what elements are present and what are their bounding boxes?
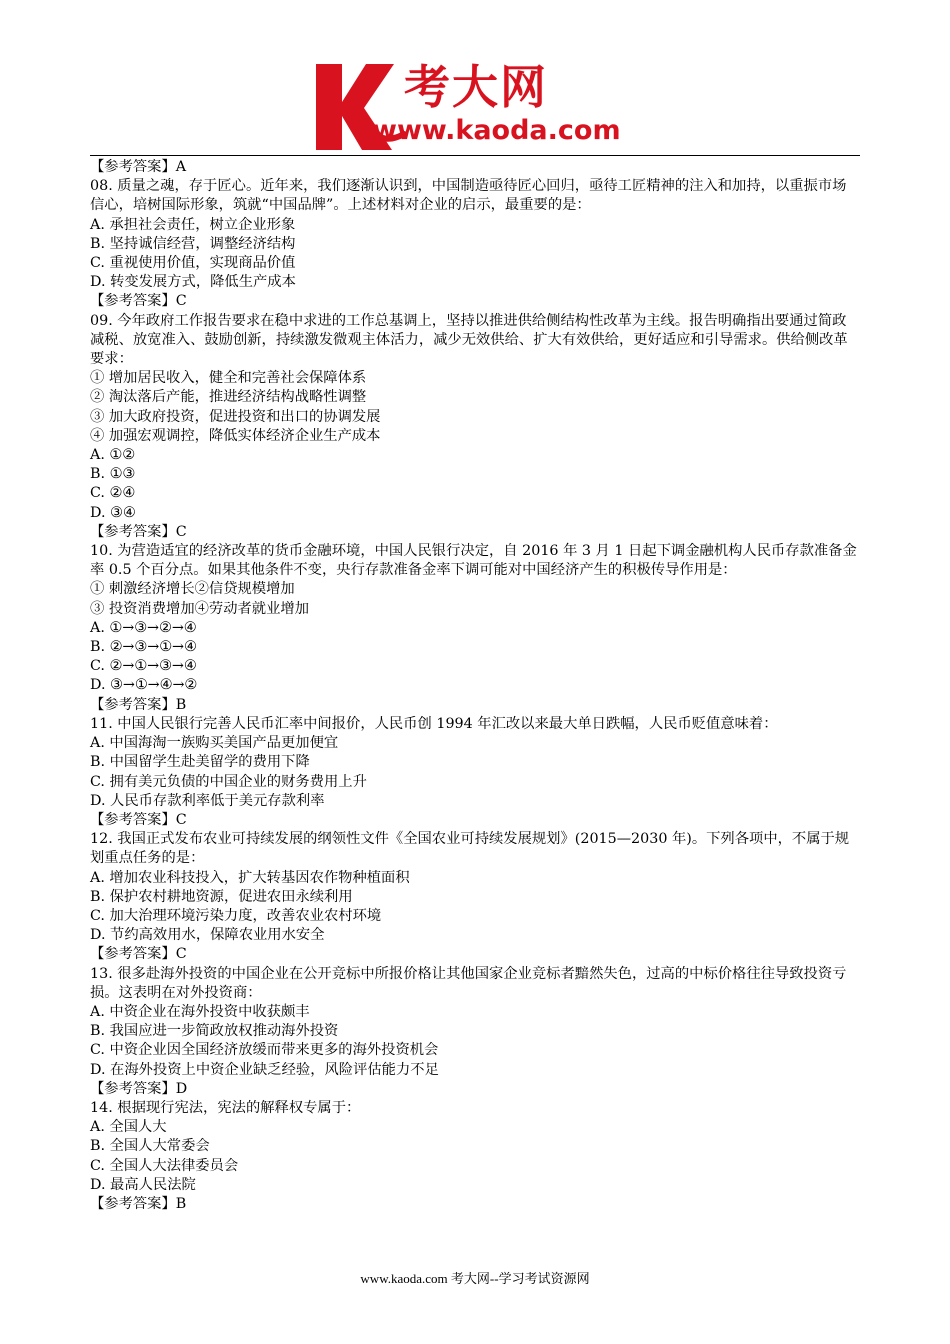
answer-line: 【参考答案】C bbox=[90, 946, 187, 963]
text-line: D. 在海外投资上中资企业缺乏经验，风险评估能力不足 bbox=[90, 1061, 439, 1078]
text-line: ① 刺激经济增长②信贷规模增加 bbox=[90, 581, 295, 598]
logo-url: www.kaoda.com bbox=[372, 115, 621, 146]
text-line: C. ②④ bbox=[90, 485, 136, 502]
text-line: ② 淘汰落后产能，推进经济结构战略性调整 bbox=[90, 389, 367, 406]
text-line: D. ③→①→④→② bbox=[90, 677, 198, 694]
text-line: D. 最高人民法院 bbox=[90, 1176, 196, 1193]
text-line: B. 全国人大常委会 bbox=[90, 1138, 210, 1155]
answer-line: 【参考答案】C bbox=[90, 293, 187, 310]
text-line: D. 人民币存款利率低于美元存款利率 bbox=[90, 792, 325, 809]
text-line: 09. 今年政府工作报告要求在稳中求进的工作总基调上，坚持以推进供给侧结构性改革为主线。报告明确指出要通过简政减税、放宽准入、鼓励创新，持续激发微观主体活力，减少无效供给、扩大有效供给，更好适应和引导需求。供给侧改革要求： bbox=[90, 312, 848, 368]
text-line: A. ①② bbox=[90, 447, 136, 464]
answer-line: 【参考答案】C bbox=[90, 523, 187, 540]
text-line: C. 加大治理环境污染力度，改善农业农村环境 bbox=[90, 907, 382, 924]
text-line: B. 我国应进一步简政放权推动海外投资 bbox=[90, 1023, 339, 1040]
text-line: B. 中国留学生赴美留学的费用下降 bbox=[90, 754, 310, 771]
text-line: C. 中资企业因全国经济放缓而带来更多的海外投资机会 bbox=[90, 1042, 439, 1059]
text-line: ③ 加大政府投资，促进投资和出口的协调发展 bbox=[90, 408, 381, 425]
answer-line: 【参考答案】C bbox=[90, 811, 187, 828]
answer-line: 【参考答案】B bbox=[90, 1195, 187, 1212]
text-line: A. 全国人大 bbox=[90, 1119, 167, 1136]
text-line: B. 保护农村耕地资源，促进农田永续利用 bbox=[90, 888, 353, 905]
text-line: 12. 我国正式发布农业可持续发展的纲领性文件《全国农业可持续发展规划》(2015—2030 年)。下列各项中，不属于规划重点任务的是： bbox=[90, 831, 850, 867]
logo-name: 考大网 bbox=[404, 60, 548, 114]
kaoda-logo bbox=[312, 58, 642, 154]
text-line: C. ②→①→③→④ bbox=[90, 658, 197, 675]
text-line: D. ③④ bbox=[90, 504, 136, 521]
text-line: A. 承担社会责任，树立企业形象 bbox=[90, 216, 296, 233]
text-line: ① 增加居民收入，健全和完善社会保障体系 bbox=[90, 370, 367, 387]
text-line: A. 中国海淘一族购买美国产品更加便宜 bbox=[90, 735, 339, 752]
answer-line: 【参考答案】A bbox=[90, 159, 187, 175]
text-line: C. 全国人大法律委员会 bbox=[90, 1157, 239, 1174]
answer-line: 【参考答案】B bbox=[90, 696, 187, 713]
text-line: 14. 根据现行宪法，宪法的解释权专属于： bbox=[90, 1099, 361, 1116]
text-line: 13. 很多赴海外投资的中国企业在公开竞标中所报价格让其他国家企业竞标者黯然失色，过高的中标价格往往导致投资亏损。这表明在对外投资商： bbox=[90, 965, 847, 1001]
answer-line: 【参考答案】D bbox=[90, 1080, 188, 1097]
text-line: C. 重视使用价值，实现商品价值 bbox=[90, 255, 296, 272]
text-line: B. ②→③→①→④ bbox=[90, 639, 197, 656]
question-content bbox=[90, 158, 860, 1214]
text-line: C. 拥有美元负债的中国企业的财务费用上升 bbox=[90, 773, 367, 790]
text-line: B. 坚持诚信经营，调整经济结构 bbox=[90, 235, 296, 252]
text-line: ④ 加强宏观调控，降低实体经济企业生产成本 bbox=[90, 427, 381, 444]
header-rule bbox=[90, 155, 860, 156]
text-line: B. ①③ bbox=[90, 466, 136, 483]
text-line: 10. 为营造适宜的经济改革的货币金融环境，中国人民银行决定，自 2016 年 3 月 1 日起下调金融机构人民币存款准备金率 0.5 个百分点。如果其他条件不变，央行存款准备金率下调可能对中国经济产生的积极传导作用是： bbox=[90, 543, 857, 579]
text-line: A. 增加农业科技投入，扩大转基因农作物种植面积 bbox=[90, 869, 410, 886]
text-line: A. ①→③→②→④ bbox=[90, 619, 197, 636]
page-footer: www.kaoda.com 考大网--学习考试资源网 bbox=[360, 1271, 590, 1286]
text-line: A. 中资企业在海外投资中收获颇丰 bbox=[90, 1003, 310, 1020]
text-line: 08. 质量之魂，存于匠心。近年来，我们逐渐认识到，中国制造亟待匠心回归，亟待工匠精神的注入和加持，以重振市场信心，培树国际形象，筑就“中国品牌”。上述材料对企业的启示，最重要的是： bbox=[90, 178, 847, 214]
text-line: D. 节约高效用水，保障农业用水安全 bbox=[90, 927, 325, 944]
text-line: ③ 投资消费增加④劳动者就业增加 bbox=[90, 600, 309, 617]
text-line: 11. 中国人民银行完善人民币汇率中间报价，人民币创 1994 年汇改以来最大单日跌幅，人民币贬值意味着： bbox=[90, 715, 778, 732]
text-line: D. 转变发展方式，降低生产成本 bbox=[90, 274, 296, 291]
